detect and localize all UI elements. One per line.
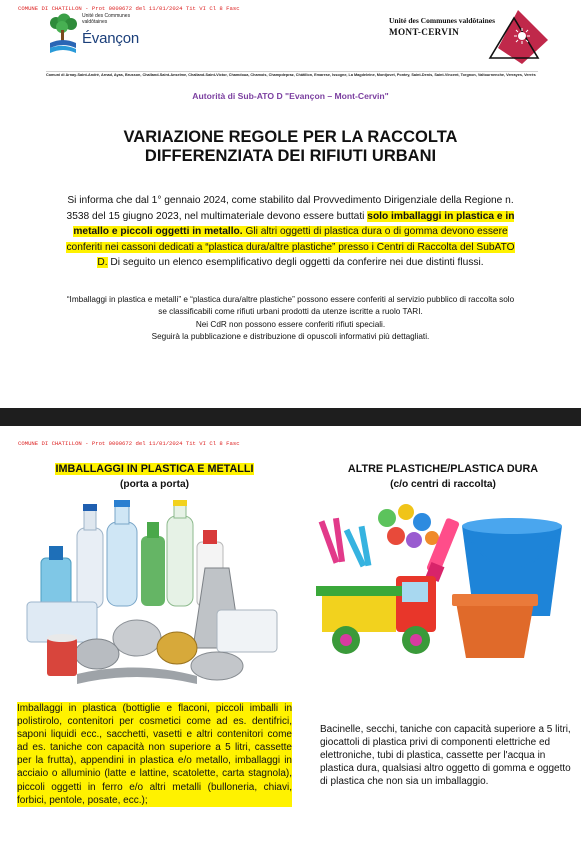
hard-plastic-column <box>312 462 574 788</box>
notes-paragraph <box>62 294 519 344</box>
intro-part-1: Si informa che dal 1° gennaio 2024, come stabilito dal Provvedimento Dirigenziale della Regione n. 3538 del 15 giugno 2023, nel multimateriale devono essere buttati <box>66 195 514 222</box>
packaging-illustration <box>17 498 292 688</box>
protocol-stamp: COMUNE DI CHATILLON - Prot 0000672 del 11/01/2024 Tit VI Cl 8 Fasc <box>18 5 240 12</box>
hard-plastic-description: Bacinelle, secchi, taniche con capacità superiore a 5 litri, giocattoli di plastica privi di componenti elettriche ed elettroniche, tubi di plastica, cassette per l'acqua in plastica dura, qualsiasi altro oggetto di gomma e oggetto di plastica che non sia un imballaggio. <box>320 724 571 788</box>
intro-highlight-bold: solo imballaggi in plastica e in metallo e piccoli oggetti in metallo. <box>73 210 515 238</box>
hard-plastic-subheading: (c/o centri di raccolta) <box>390 479 496 490</box>
note-1: “Imballaggi in plastica e metalli” e “plastica dura/altre plastiche” possono essere conferiti al servizio pubblico di raccolta solo se classificabili come rifiuti urbani prodotti da utenze iscritte a ruolo TARI. <box>66 295 515 317</box>
page-1 <box>0 0 581 408</box>
title-line-2: DIFFERENZIATA DEI RIFIUTI URBANI <box>144 147 437 165</box>
packaging-column <box>17 462 292 807</box>
right-logo-line1: Unité des Communes valdôtaines <box>389 16 496 25</box>
tree-logo-icon <box>46 13 80 57</box>
page-divider <box>0 408 581 426</box>
packaging-description: Imballaggi in plastica (bottiglie e flaconi, piccoli imballi in polistirolo, contenitori per cosmetici come ad es. dentifrici, saponi liquidi ecc., sacchetti, vasetti e altri contenitori come ad es. taniche con capacità non superiore a 5 litri, cassette per la frutta), appendini in plastica e/o metallo, imballaggi in acciaio o alluminio (latte e lattine, scatolette, carta stagnola), piccoli oggetti in ferro e/o altri metalli (bulloneria, chiavi, forbici, pentole, posate, ecc.); <box>17 703 292 806</box>
mountain-logo-icon <box>488 8 550 66</box>
header-divider <box>46 71 538 72</box>
right-logo-line2: MONT-CERVIN <box>389 27 460 37</box>
hard-plastic-illustration <box>312 498 574 688</box>
protocol-stamp-page-2: COMUNE DI CHATILLON - Prot 0000672 del 11/01/2024 Tit VI Cl 8 Fasc <box>18 440 240 447</box>
packaging-heading: IMBALLAGGI IN PLASTICA E METALLI <box>55 463 254 475</box>
member-towns: Comuni di Arnay-Saint-Andrè, Arnad, Ayas, Brusson, Challand-Saint-Anselme, Challand-Saint-Victor, Chamdoua, Chamois, Champdepraz, Châtillon, Emarese, Issogne, La Magdeleine, Montjovet, Pontey, Saint-Denis, Saint-Vincent, Torgnon, Valtournenche, Verrayes, Verrès <box>46 73 536 77</box>
left-logo-subtitle: Unité des Communes valdôtaines <box>82 13 131 25</box>
page-title <box>0 128 581 166</box>
note-3: Seguirà la pubblicazione e distribuzione di opuscoli informativi più dettagliati. <box>151 332 430 342</box>
left-logo-town: Évançon <box>82 30 139 47</box>
evancon-logo <box>46 13 176 61</box>
intro-part-4: Di seguito un elenco esemplificativo degli oggetti da conferire nei due distinti flussi. <box>107 257 484 269</box>
authority-line: Autorità di Sub-ATO D "Evançon – Mont-Cervin" <box>192 91 389 101</box>
title-line-1: VARIAZIONE REGOLE PER LA RACCOLTA <box>123 128 458 146</box>
packaging-subheading: (porta a porta) <box>119 479 190 490</box>
page-2 <box>0 426 581 849</box>
intro-highlight: Gli altri oggetti di plastica dura o di gomma devono essere conferiti nei cassoni dedicati a “plastica dura/altre plastiche” presso i Centri di Raccolta del SubATO D. <box>66 226 515 269</box>
intro-paragraph <box>62 193 519 271</box>
note-2: Nei CdR non possono essere conferiti rifiuti speciali. <box>195 319 386 329</box>
hard-plastic-heading: ALTRE PLASTICHE/PLASTICA DURA <box>347 463 539 475</box>
